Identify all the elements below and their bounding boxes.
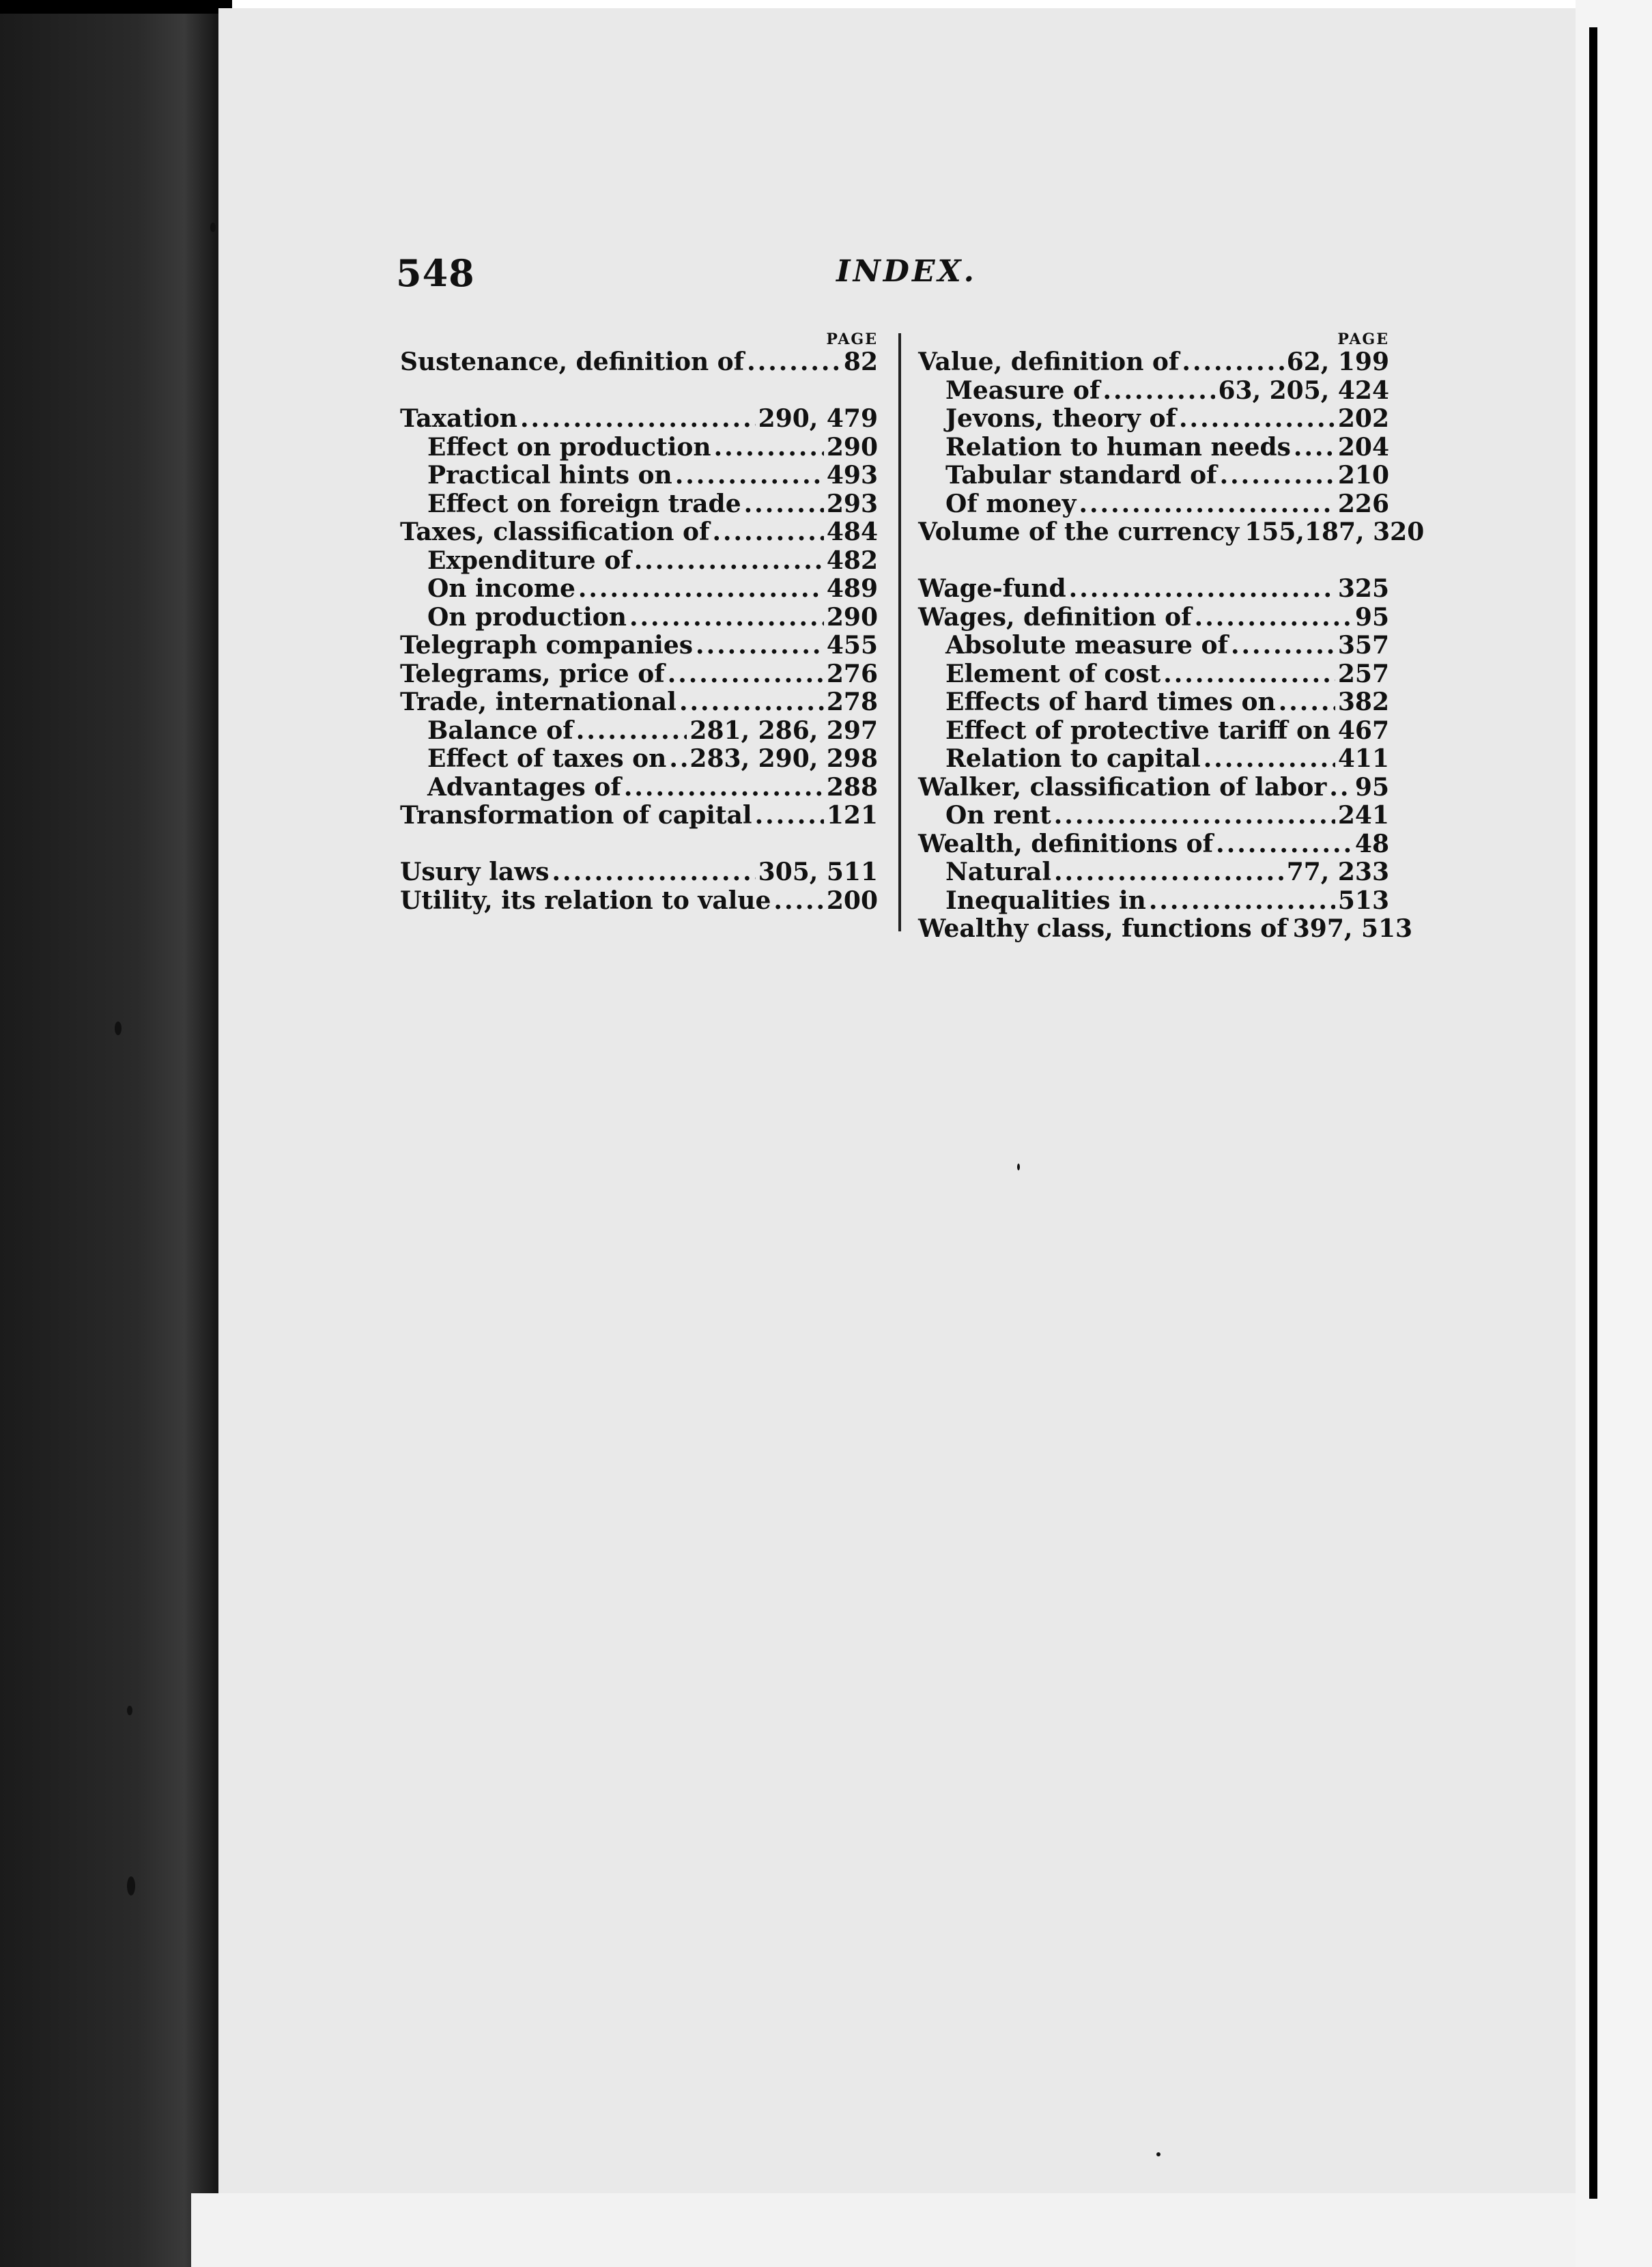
index-entry [400,348,878,377]
dot-leader [1102,377,1215,406]
next-page-edge [1589,27,1597,2199]
entry-term: Element of cost [945,659,1161,688]
dot-leader [714,434,824,462]
entry-pages: 325 [1337,574,1389,603]
dot-leader [1182,348,1283,377]
index-subentry [400,547,878,576]
index-subentry [918,462,1389,490]
dot-leader [624,774,824,802]
dot-leader [520,405,756,434]
dot-leader [1294,434,1335,462]
index-subentry [918,688,1389,717]
entry-pages: 202 [1337,404,1389,433]
dot-leader [1195,604,1352,632]
entry-term: Walker, classification of labor [918,772,1327,802]
index-entry [918,914,1413,944]
dot-leader [1054,802,1335,830]
page-number: 548 [396,251,475,295]
scan-speck [127,1706,132,1715]
entry-term: Balance of [427,716,573,745]
entry-pages: 397, 513 [1292,914,1413,943]
index-entry [918,604,1389,632]
entry-term: Relation to human needs [945,432,1291,462]
entry-term: On rent [945,801,1051,830]
index-subentry [918,858,1389,887]
index-entry [400,632,878,660]
entry-term: Effect of taxes on [427,744,667,773]
index-entry [400,858,878,887]
entry-pages: 493 [826,461,878,490]
dot-leader [629,604,824,632]
index-subentry [918,632,1389,660]
scan-speck [115,1022,122,1035]
index-entry [918,348,1389,377]
index-subentry [918,405,1389,434]
entry-term: Wage-fund [918,574,1066,603]
entry-pages: 290 [826,602,878,632]
running-head [396,251,977,299]
entry-term: Utility, its relation to value [400,886,771,915]
dot-leader [1231,632,1335,660]
entry-pages: 95 [1354,602,1389,632]
index-entry [400,802,878,830]
entry-pages: 290, 479 [758,404,878,433]
dot-leader [668,660,824,689]
index-subentry [918,434,1389,462]
entry-pages: 293 [826,489,878,518]
scan-speck [1017,1164,1020,1170]
index-entry [400,405,878,434]
entry-term: Relation to capital [945,744,1201,773]
index-subentry [400,745,878,774]
entry-pages: 455 [826,631,878,660]
dot-leader [1149,887,1335,916]
index-entry [918,575,1389,604]
index-subentry [400,490,878,519]
index-entry-list [918,348,1425,944]
scan-bottom-margin [191,2193,1638,2267]
index-subentry [400,774,878,802]
entry-pages: 77, 233 [1286,858,1389,886]
index-subentry [918,377,1389,406]
column-divider [898,333,901,931]
index-entry [400,518,878,547]
entry-term: Wealthy class, functions of [918,914,1287,943]
entry-term: Trade, international [400,688,677,716]
page-column-label: PAGE [1337,330,1389,348]
entry-pages: 482 [826,546,878,575]
dot-leader [1216,830,1352,859]
index-subentry [918,887,1389,916]
entry-pages: 357 [1337,631,1389,660]
scan-speck [210,223,216,232]
entry-pages: 411 [1337,744,1389,773]
entry-term: Tabular standard of [945,461,1217,490]
dot-leader [1333,717,1335,746]
entry-term: Of money [945,489,1077,518]
entry-pages: 257 [1337,659,1389,688]
entry-term: Wealth, definitions of [918,829,1214,858]
entry-pages: 283, 290, 298 [689,744,878,773]
entry-term: Sustenance, definition of [400,348,745,376]
index-entry [918,774,1389,802]
entry-pages: 204 [1337,432,1389,462]
entry-pages: 513 [1337,886,1389,915]
entry-term: On production [427,602,627,632]
entry-term: Value, definition of [918,348,1180,376]
entry-pages: 48 [1354,829,1389,858]
entry-pages: 63, 205, 424 [1218,376,1389,405]
entry-term: On income [427,574,575,603]
dot-leader [1279,688,1335,717]
index-entry [400,660,878,689]
entry-term: Jevons, theory of [945,404,1177,433]
entry-term: Telegraph companies [400,631,694,660]
dot-leader [747,348,841,377]
entry-term: Wages, definition of [918,602,1192,632]
entry-term: Advantages of [427,772,621,802]
dot-leader [552,858,756,887]
entry-pages: 484 [826,518,878,546]
entry-pages: 62, 199 [1286,348,1389,376]
entry-pages: 226 [1337,489,1389,518]
page-column-label: PAGE [826,330,878,348]
entry-pages: 489 [826,574,878,603]
entry-pages: 121 [826,801,878,830]
entry-pages: 200 [826,886,878,915]
index-subentry [400,575,878,604]
entry-pages: 278 [826,688,878,716]
entry-pages: 281, 286, 297 [689,716,878,745]
entry-pages: 290 [826,432,878,462]
index-subentry [918,745,1389,774]
scan-speck [1156,2152,1160,2156]
dot-leader [576,717,687,746]
entry-pages: 276 [826,659,878,688]
dot-leader [712,518,823,547]
dot-leader [634,547,824,576]
scan-corner-shadow [0,0,232,14]
index-column-left [400,330,878,915]
entry-term: Taxes, classification of [400,518,710,546]
entry-term: Effect on foreign trade [427,489,741,518]
entry-pages: 288 [826,772,878,802]
running-title: INDEX. [836,254,977,289]
entry-term: Effect on production [427,432,711,462]
entry-term: Effects of hard times on [945,688,1276,716]
dot-leader [669,745,687,774]
dot-leader [578,575,824,604]
entry-term: Usury laws [400,858,550,886]
entry-term: Natural [945,858,1052,886]
index-subentry [918,802,1389,830]
entry-pages: 95 [1354,772,1389,802]
entry-term: Practical hints on [427,461,672,490]
entry-term: Transformation of capital [400,801,752,830]
scan-binding-edge [0,0,218,2267]
entry-term: Telegrams, price of [400,659,665,688]
entry-term: Inequalities in [945,886,1146,915]
dot-leader [744,490,824,519]
dot-leader [1163,660,1335,689]
index-entry [918,830,1389,859]
index-subentry [400,434,878,462]
dot-leader [1054,858,1284,887]
dot-leader [675,462,824,490]
entry-term: Taxation [400,404,517,433]
index-subentry [400,604,878,632]
entry-term: Absolute measure of [945,631,1228,660]
entry-term: Volume of the currency [918,518,1240,546]
dot-leader [679,688,824,717]
index-entry [400,688,878,717]
index-entry [400,887,878,916]
entry-pages: 382 [1337,688,1389,716]
dot-leader [755,802,824,830]
index-entry [918,518,1425,547]
dot-leader [1329,774,1352,802]
index-subentry [400,717,878,746]
dot-leader [1220,462,1335,490]
dot-leader [1179,405,1335,434]
dot-leader [1069,575,1335,604]
dot-leader [1079,490,1335,519]
index-column-right [918,330,1425,944]
entry-pages: 82 [843,348,878,376]
index-subentry [918,660,1389,689]
index-entry-list [400,348,878,915]
entry-term: Measure of [945,376,1100,405]
entry-pages: 467 [1337,716,1389,745]
dot-leader [696,632,824,660]
entry-pages: 241 [1337,801,1389,830]
index-subentry [918,717,1389,746]
entry-pages: 155,187, 320 [1244,518,1425,546]
dot-leader [1204,745,1335,774]
scan-right-margin [1576,0,1652,2267]
entry-pages: 305, 511 [758,858,878,886]
entry-term: Expenditure of [427,546,631,575]
entry-term: Effect of protective tariff on [945,716,1331,745]
index-subentry [400,462,878,490]
scan-speck [127,1876,135,1896]
dot-leader [773,887,823,916]
index-subentry [918,490,1389,519]
entry-pages: 210 [1337,461,1389,490]
